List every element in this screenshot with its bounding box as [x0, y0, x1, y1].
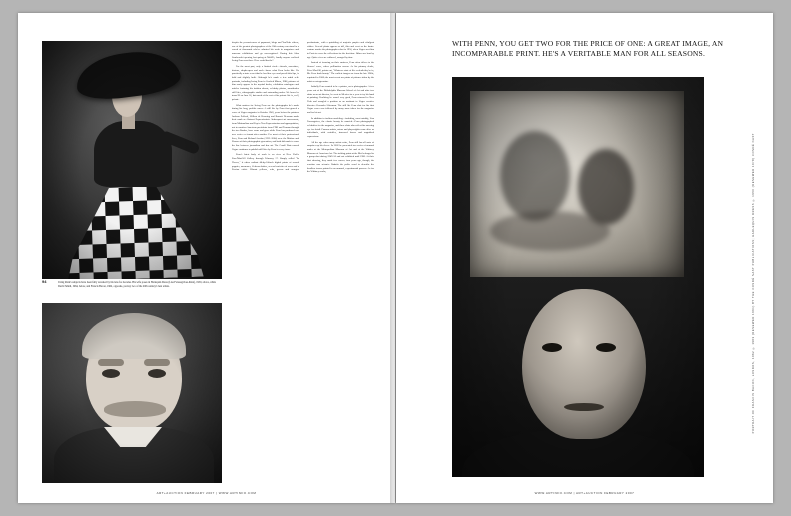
body-paragraph: What matters for Irving Penn are the photographs he's made during his long, prolific career. A still life by Penn first graced a cover of Vogue magazine in October 1943, years before the painters Jackson Pollock, Willem de Kooning and Barnett Newman made their mark as Abstract Expressionists. Subsequent art movements, from Minimalism and Pop to Neo-Expressionism and appropriation, not to mention American presidents from FDR and Truman through the two Bushes, have come and gone while Penn has produced one new series or format after another. For most of their professional lives, Penn and Richard Avedon (1923–2004) were the Matisse and Picasso of their photographic generation, and both did much to erase the line between journalism and fine art. The Condé Nast–owned Vogue continues to publish still lifes by Penn in every issue.	[232, 103, 299, 151]
body-paragraph: despite the pervasiveness of paparazzi, blogs and YouTube videos, one of the greatest photographers of the 20th century can stand in a crowd of thousands who've admired his work in magazines and museum exhibitions and go unrecognized. During this John Szarkowski opening last spring at MoMA, hardly anyone realized Irving Penn was there. How could that be?	[232, 41, 299, 63]
photo-caption: Irving Penn's subjects have been fully revealed by his lens for decades. His wife poses in Harlequin Dress (Lisa Fonssagrives-Penn), 1950, above, while David Smith, 1964, below, and Francis Bacon, 1962, opposite, portray two of the 20th century's best artists.	[58, 281, 216, 288]
body-paragraph: In addition to fashion modeling—including, most notably, Lisa Fonssagrives, the classic beauty he married—Penn photographed celebrities for the magazine, and these shots also reflect his unerring eye for detail. Famous artists, actors and playwrights come alive as individuals, with wrinkles, furrowed brows and anguished expressions.	[307, 116, 374, 139]
bacon-portrait-photograph	[452, 77, 704, 477]
body-paragraph: Penn's latest body of work is on view at New York's Pace/MacGill Gallery through February 17. Simply called "In Flower," it offers radiant 46-by-24-inch digital prints of seared poppies, anemones, Gerbera daisies, several varieties of roses and a Persian violet. Vibrant yellows, reds, greens and oranges predominate, with a sprinkling of majestic purples and effulgent whites. Several plants appear as tall, thin and erect as the haute-couture modes the photographer shot in 1950, when Vogue sent him to Paris to cover the collections for the first time. Others are bent by age. Quite a few are withered, ravaged by time.	[232, 41, 374, 172]
penn-photo-vignette	[452, 77, 704, 477]
portrait-photograph	[42, 303, 222, 483]
right-page	[396, 13, 773, 503]
left-page	[18, 13, 395, 503]
article-body-left	[232, 41, 374, 471]
pull-quote-headline: WITH PENN, YOU GET TWO FOR THE PRICE OF ONE: A GREAT IMAGE, AN INCOMPARABLE PRINT. HE'S A VERITABLE MAN FOR ALL SEASONS.	[452, 39, 724, 59]
body-paragraph: Initially Penn wanted to be a painter, not a photographer. A few years out of the Philadelphia Museum School of Art and after two stints as an art director, he went to Mexico for a year to try his hand at painting. Realizing he wasn't very good, Penn returned to New York and wangled a position as an assistant to Vogue creative director Alexander Liberman. The still life Penn shot for his first Vogue cover was followed by many more taken for the magazine and for his art.	[307, 85, 374, 115]
body-paragraph: For the most part, only a limited circle—friends, associates, doctors, shopkeepers and such—know what Penn looks like. It's practically a state secret that he has blue eyes and pencil-thin lips, is bald and slightly built. Although he's made a few artful self-portraits, including Irving Penn in Cracked Mirror, 1986, pictures of him rarely appear in the myriad books, exhibition catalogues and articles featuring his fashion shoots, celebrity photos, unorthodox still lifes, ethnographic studies and astounding nudes. We know he turns 90 on June 16, but much of the rest of his private life is, well, private.	[232, 65, 299, 102]
portrait-vignette	[42, 303, 222, 483]
fashion-photograph	[42, 41, 222, 279]
photo-credit-vertical: PORTRAIT OF FRANCIS BACON, LONDON, 1962 © 1963 (RENEWED 1991) BY THE CONDÉ NAST PUBLICATIONS; HARLEQUIN DRESS © 1950 (RENEWED 1978) CONDÉ NAST	[752, 133, 755, 434]
footer-right: WWW.ARTINFO.COM | ART+AUCTION FEBRUARY 2007	[534, 491, 635, 495]
body-paragraph: All the age when many artists retire, Penn still has all sorts of surprises up his sleeve. In 2002 he presented two series of unusual nudes at the Metropolitan Museum of Art and at the Whitney Museum of American Art. The striking prints at the Met belonged to a group shot during 1949–50 and not exhibited until 1980. At their first showing, they made few waves; four years ago, though, the reaction was seismic: Rubaiis the polite word to describe the headless torsos printed in an unusual, experimental process. As for the Whitney works,	[307, 140, 374, 174]
page-number: 94	[42, 279, 47, 284]
body-paragraph: Instead of focusing on their surfaces, Penn often delves to the flowers' cores, where pollination occurs. As his primary dealer, Peter MacGill, points out, "Whatever state of life or death they're in, Mr. Penn finds beauty." The earliest images are from the late 1960s, reprinted in 2006; the most recent are prints of pictures taken by the artist as octogenarian.	[307, 61, 374, 83]
footer-left: ART+AUCTION FEBRUARY 2007 | WWW.ARTINFO.COM	[156, 491, 257, 495]
photo-vignette	[42, 41, 222, 279]
